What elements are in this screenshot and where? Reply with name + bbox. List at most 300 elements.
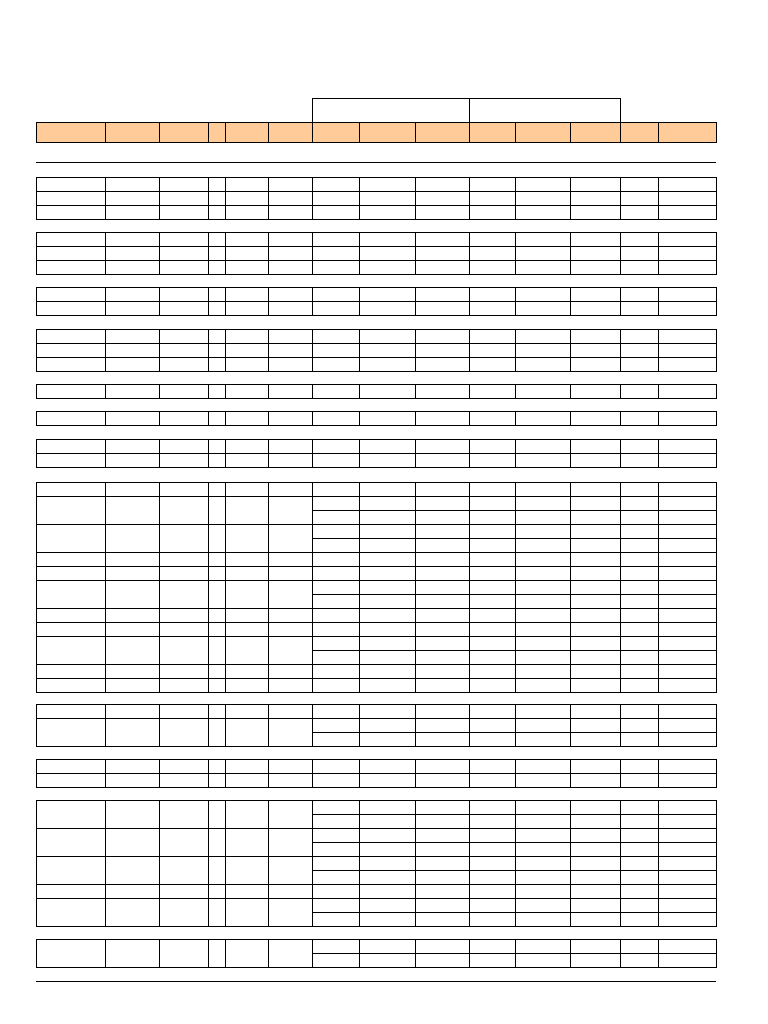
table-cell: [312, 594, 360, 609]
table-cell: [469, 884, 516, 899]
table-cell: [415, 439, 470, 454]
table-cell-merged: [36, 566, 106, 581]
table-cell: [415, 650, 470, 665]
table-cell-merged: [268, 828, 313, 857]
table-cell: [415, 580, 470, 595]
table-cell: [570, 664, 621, 679]
table-cell: [359, 732, 416, 747]
table-cell: [570, 329, 621, 344]
table-cell: [312, 439, 360, 454]
table-cell: [620, 912, 659, 927]
table-cell: [359, 191, 416, 206]
column-header: [469, 122, 516, 143]
table-cell-merged: [36, 608, 106, 623]
table-cell: [469, 177, 516, 192]
table-cell-merged: [36, 828, 106, 857]
table-cell-merged: [105, 939, 160, 968]
table-cell: [225, 287, 269, 302]
table-cell: [415, 773, 470, 788]
table-cell: [469, 828, 516, 843]
table-cell: [415, 524, 470, 539]
table-cell: [515, 552, 571, 567]
table-cell: [159, 191, 209, 206]
table-cell: [658, 814, 717, 829]
table-cell: [515, 912, 571, 927]
table-cell-merged: [225, 636, 269, 665]
table-cell: [515, 732, 571, 747]
table-cell-merged: [36, 580, 106, 609]
table-cell: [359, 594, 416, 609]
table-cell: [570, 177, 621, 192]
table-cell: [658, 608, 717, 623]
table-cell: [570, 718, 621, 733]
table-cell: [469, 664, 516, 679]
table-cell: [570, 538, 621, 553]
table-cell-merged: [36, 664, 106, 679]
table-cell: [469, 800, 516, 815]
table-cell-merged: [268, 524, 313, 553]
table-cell: [415, 246, 470, 261]
table-cell: [359, 718, 416, 733]
table-cell: [515, 678, 571, 693]
table-cell: [620, 939, 659, 954]
table-cell: [359, 856, 416, 871]
table-cell: [620, 329, 659, 344]
table-cell: [620, 538, 659, 553]
table-cell: [208, 357, 226, 372]
table-cell: [105, 260, 160, 275]
table-cell-merged: [159, 552, 209, 567]
table-cell: [415, 953, 470, 968]
table-cell: [620, 773, 659, 788]
table-cell: [268, 205, 313, 220]
table-cell: [658, 246, 717, 261]
table-cell: [415, 884, 470, 899]
table-cell: [515, 870, 571, 885]
table-cell: [620, 828, 659, 843]
table-cell: [515, 411, 571, 426]
table-cell-merged: [208, 496, 226, 525]
table-cell: [415, 704, 470, 719]
table-cell: [620, 566, 659, 581]
table-cell: [159, 411, 209, 426]
table-cell: [515, 453, 571, 468]
table-cell: [620, 732, 659, 747]
column-header: [208, 122, 226, 143]
table-cell: [515, 828, 571, 843]
table-cell: [515, 704, 571, 719]
table-cell: [515, 301, 571, 316]
table-cell: [658, 650, 717, 665]
table-cell: [658, 884, 717, 899]
table-cell: [312, 191, 360, 206]
table-cell-merged: [159, 898, 209, 927]
table-cell-merged: [208, 800, 226, 829]
column-header: [658, 122, 717, 143]
table-cell: [268, 287, 313, 302]
table-cell: [515, 884, 571, 899]
table-cell: [105, 191, 160, 206]
table-cell: [515, 384, 571, 399]
table-cell: [469, 704, 516, 719]
table-cell-merged: [208, 664, 226, 679]
table-cell: [570, 357, 621, 372]
table-cell: [359, 622, 416, 637]
table-cell: [159, 287, 209, 302]
table-cell-merged: [268, 856, 313, 885]
table-cell-merged: [36, 773, 106, 788]
table-cell: [359, 636, 416, 651]
table-cell-merged: [36, 678, 106, 693]
table-cell: [105, 343, 160, 358]
table-cell: [658, 580, 717, 595]
table-cell-merged: [225, 856, 269, 885]
table-cell: [570, 912, 621, 927]
table-cell-merged: [105, 524, 160, 553]
table-cell: [359, 939, 416, 954]
table-cell: [469, 329, 516, 344]
table-cell: [36, 384, 106, 399]
table-cell-merged: [105, 622, 160, 637]
table-cell: [515, 953, 571, 968]
table-cell: [515, 191, 571, 206]
table-cell: [312, 898, 360, 913]
table-cell: [415, 678, 470, 693]
table-cell: [312, 650, 360, 665]
table-cell-merged: [105, 608, 160, 623]
table-cell: [359, 759, 416, 774]
table-cell-merged: [159, 939, 209, 968]
table-cell: [268, 177, 313, 192]
table-cell: [515, 664, 571, 679]
column-header: [268, 122, 313, 143]
table-cell: [620, 510, 659, 525]
table-cell: [312, 814, 360, 829]
table-cell: [36, 177, 106, 192]
table-cell: [658, 411, 717, 426]
table-cell: [359, 177, 416, 192]
table-cell: [515, 538, 571, 553]
table-cell: [620, 594, 659, 609]
table-cell: [469, 650, 516, 665]
table-cell: [658, 773, 717, 788]
group-header-2: [469, 98, 621, 123]
table-cell: [359, 912, 416, 927]
table-cell-merged: [268, 800, 313, 829]
table-cell: [469, 538, 516, 553]
table-cell: [515, 246, 571, 261]
table-cell: [312, 329, 360, 344]
table-cell: [159, 232, 209, 247]
table-cell: [312, 232, 360, 247]
table-cell: [620, 496, 659, 511]
table-cell: [359, 566, 416, 581]
table-cell: [415, 384, 470, 399]
table-cell-merged: [208, 718, 226, 747]
table-cell: [469, 524, 516, 539]
table-cell: [312, 246, 360, 261]
table-cell: [105, 329, 160, 344]
table-cell: [359, 678, 416, 693]
table-cell: [570, 384, 621, 399]
table-cell-merged: [208, 622, 226, 637]
table-cell: [515, 594, 571, 609]
table-cell-merged: [36, 884, 106, 899]
table-cell: [312, 828, 360, 843]
table-cell: [312, 357, 360, 372]
table-cell-merged: [225, 524, 269, 553]
table-cell: [570, 260, 621, 275]
table-cell: [225, 343, 269, 358]
table-cell-merged: [225, 552, 269, 567]
table-cell: [570, 773, 621, 788]
table-cell: [415, 566, 470, 581]
table-cell: [359, 814, 416, 829]
table-cell: [415, 912, 470, 927]
table-cell: [415, 260, 470, 275]
table-cell-merged: [159, 828, 209, 857]
table-cell: [359, 773, 416, 788]
table-cell: [515, 566, 571, 581]
table-cell: [469, 870, 516, 885]
table-cell: [312, 538, 360, 553]
table-cell: [359, 608, 416, 623]
table-cell: [208, 329, 226, 344]
table-cell: [570, 650, 621, 665]
table-cell: [515, 636, 571, 651]
table-cell-merged: [225, 580, 269, 609]
table-cell: [359, 287, 416, 302]
table-cell: [469, 343, 516, 358]
table-cell-merged: [268, 482, 313, 497]
table-cell: [415, 232, 470, 247]
table-cell: [359, 482, 416, 497]
table-cell-merged: [105, 678, 160, 693]
table-cell: [620, 384, 659, 399]
table-cell: [570, 411, 621, 426]
table-cell: [658, 800, 717, 815]
table-cell-merged: [225, 608, 269, 623]
table-cell-merged: [105, 496, 160, 525]
table-cell: [620, 357, 659, 372]
table-cell: [36, 357, 106, 372]
table-cell: [415, 552, 470, 567]
table-cell: [620, 800, 659, 815]
table-cell: [268, 384, 313, 399]
table-cell: [658, 301, 717, 316]
table-cell-merged: [225, 482, 269, 497]
column-header: [159, 122, 209, 143]
table-cell: [658, 510, 717, 525]
table-cell: [105, 177, 160, 192]
table-cell: [469, 678, 516, 693]
column-header: [570, 122, 621, 143]
table-cell: [225, 191, 269, 206]
table-cell: [36, 260, 106, 275]
table-cell: [469, 384, 516, 399]
table-cell-merged: [105, 759, 160, 774]
table-cell-merged: [105, 800, 160, 829]
table-cell: [570, 524, 621, 539]
table-cell-merged: [159, 636, 209, 665]
table-cell: [208, 287, 226, 302]
table-cell-merged: [208, 773, 226, 788]
table-cell: [658, 704, 717, 719]
table-cell: [515, 856, 571, 871]
table-cell-merged: [105, 704, 160, 719]
table-cell-merged: [159, 704, 209, 719]
table-cell-merged: [105, 552, 160, 567]
table-cell: [469, 552, 516, 567]
table-cell-merged: [159, 856, 209, 885]
table-cell: [36, 301, 106, 316]
table-cell: [415, 870, 470, 885]
table-cell-merged: [225, 759, 269, 774]
table-cell: [208, 439, 226, 454]
table-cell: [36, 246, 106, 261]
table-cell: [515, 759, 571, 774]
table-cell: [159, 177, 209, 192]
table-cell: [359, 538, 416, 553]
table-cell: [359, 664, 416, 679]
table-cell: [658, 453, 717, 468]
table-cell-merged: [36, 759, 106, 774]
table-cell: [312, 622, 360, 637]
table-cell: [570, 678, 621, 693]
table-cell: [225, 260, 269, 275]
table-cell: [620, 870, 659, 885]
table-cell: [658, 439, 717, 454]
table-cell-merged: [105, 898, 160, 927]
table-cell-merged: [208, 828, 226, 857]
table-cell-merged: [36, 524, 106, 553]
table-cell: [225, 246, 269, 261]
table-cell: [415, 510, 470, 525]
table-cell: [312, 482, 360, 497]
table-cell: [415, 329, 470, 344]
table-cell-merged: [225, 496, 269, 525]
table-cell: [312, 953, 360, 968]
table-cell: [515, 814, 571, 829]
table-cell: [469, 842, 516, 857]
table-cell-merged: [225, 718, 269, 747]
table-cell-merged: [159, 759, 209, 774]
table-cell-merged: [208, 482, 226, 497]
table-cell: [359, 329, 416, 344]
table-cell: [312, 384, 360, 399]
table-cell: [620, 814, 659, 829]
table-cell: [469, 759, 516, 774]
table-cell: [415, 205, 470, 220]
table-cell: [159, 246, 209, 261]
table-cell: [469, 482, 516, 497]
table-cell: [620, 636, 659, 651]
table-cell-merged: [159, 622, 209, 637]
table-cell: [36, 411, 106, 426]
table-cell: [515, 439, 571, 454]
table-cell: [359, 301, 416, 316]
table-cell: [570, 580, 621, 595]
table-cell: [469, 439, 516, 454]
table-cell: [515, 496, 571, 511]
table-cell-merged: [105, 664, 160, 679]
table-cell: [159, 384, 209, 399]
table-cell: [570, 191, 621, 206]
table-cell: [469, 287, 516, 302]
table-cell-merged: [36, 482, 106, 497]
table-cell: [620, 287, 659, 302]
table-cell: [515, 842, 571, 857]
table-cell-merged: [268, 898, 313, 927]
table-cell: [312, 856, 360, 871]
table-cell: [359, 828, 416, 843]
table-cell: [469, 191, 516, 206]
table-cell: [620, 411, 659, 426]
table-cell: [620, 205, 659, 220]
table-cell-merged: [268, 718, 313, 747]
table-cell-merged: [208, 524, 226, 553]
footer-rule: [36, 981, 716, 982]
table-cell: [312, 453, 360, 468]
table-cell: [515, 177, 571, 192]
table-cell: [620, 678, 659, 693]
table-cell: [159, 329, 209, 344]
table-cell: [469, 580, 516, 595]
table-cell-merged: [208, 608, 226, 623]
table-cell-merged: [105, 773, 160, 788]
table-cell-merged: [208, 566, 226, 581]
table-cell: [312, 732, 360, 747]
table-cell: [359, 800, 416, 815]
table-cell: [312, 510, 360, 525]
table-cell-merged: [159, 884, 209, 899]
table-cell: [469, 357, 516, 372]
table-cell: [658, 524, 717, 539]
table-cell-merged: [36, 939, 106, 968]
table-cell: [208, 453, 226, 468]
table-cell: [359, 384, 416, 399]
table-cell: [469, 718, 516, 733]
table-cell: [469, 636, 516, 651]
table-cell: [570, 496, 621, 511]
table-cell: [415, 453, 470, 468]
table-cell: [36, 232, 106, 247]
table-cell: [415, 759, 470, 774]
table-cell-merged: [159, 800, 209, 829]
table-cell: [359, 842, 416, 857]
table-cell-merged: [208, 898, 226, 927]
table-cell-merged: [159, 482, 209, 497]
table-cell: [159, 301, 209, 316]
table-cell: [658, 594, 717, 609]
table-cell: [658, 552, 717, 567]
table-cell: [570, 453, 621, 468]
table-cell: [620, 453, 659, 468]
table-cell: [570, 953, 621, 968]
table-cell: [658, 718, 717, 733]
table-cell: [415, 496, 470, 511]
table-cell: [570, 482, 621, 497]
table-cell: [159, 260, 209, 275]
table-cell: [570, 732, 621, 747]
table-cell-merged: [268, 773, 313, 788]
table-cell: [570, 870, 621, 885]
table-cell: [658, 482, 717, 497]
table-cell: [469, 453, 516, 468]
table-cell-merged: [159, 773, 209, 788]
table-cell: [359, 260, 416, 275]
table-cell: [658, 678, 717, 693]
